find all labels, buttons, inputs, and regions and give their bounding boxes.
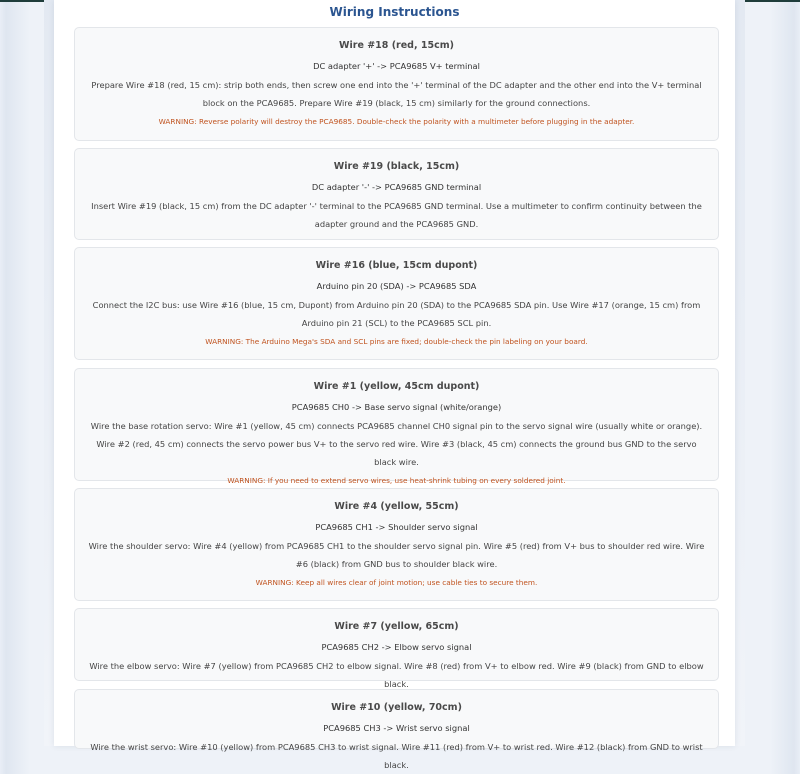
content-panel (54, 0, 735, 770)
card-title: Wire #16 (blue, 15cm dupont) (315, 260, 478, 271)
card-description: Prepare Wire #18 (red, 15 cm): strip both ends, then screw one end into the '+' terminal of the DC adapter and the other end into the V+ terminal block on the PCA9685. Prepare Wire #19 (black, 15 cm) similarly for the ground connections. (91, 80, 702, 108)
wiring-card-wire-16 (74, 247, 719, 360)
card-connection: PCA9685 CH2 -> Elbow servo signal (321, 642, 472, 652)
card-title: Wire #7 (yellow, 65cm) (334, 621, 459, 632)
card-connection: PCA9685 CH1 -> Shoulder servo signal (315, 522, 478, 532)
card-description: Wire the wrist servo: Wire #10 (yellow) from PCA9685 CH3 to wrist signal. Wire #11 (red) from V+ to wrist red. Wire #12 (black) from GND to wrist black. (90, 742, 703, 770)
card-description: Wire the shoulder servo: Wire #4 (yellow) from PCA9685 CH1 to the shoulder servo signal pin. Wire #5 (red) from V+ bus to shoulder red wire. Wire #6 (black) from GND bus to shoulder black wire. (88, 541, 705, 569)
card-warning: WARNING: Reverse polarity will destroy the PCA9685. Double-check the polarity with a multimeter before plugging in the adapter. (158, 117, 635, 126)
card-title: Wire #19 (black, 15cm) (333, 161, 460, 172)
wiring-card-wire-18 (74, 27, 719, 141)
wiring-card-wire-7 (74, 608, 719, 689)
card-warning: WARNING: Keep all wires clear of joint motion; use cable ties to secure them. (255, 578, 538, 587)
card-connection: PCA9685 CH3 -> Wrist servo signal (323, 723, 470, 733)
card-title: Wire #18 (red, 15cm) (339, 40, 454, 51)
right-gutter (735, 0, 745, 746)
wiring-card-wire-19 (74, 148, 719, 240)
card-warning: WARNING: If you need to extend servo wires, use heat-shrink tubing on every soldered joint. (227, 476, 566, 485)
left-gutter (44, 0, 54, 746)
wiring-card-wire-1 (74, 368, 719, 485)
page-title: Wiring Instructions (329, 5, 460, 19)
card-title: Wire #10 (yellow, 70cm) (331, 702, 462, 713)
card-description: Wire the elbow servo: Wire #7 (yellow) from PCA9685 CH2 to elbow signal. Wire #8 (red) from V+ to elbow red. Wire #9 (black) from GND to elbow black. (89, 661, 704, 689)
card-description: Wire the base rotation servo: Wire #1 (yellow, 45 cm) connects PCA9685 channel CH0 signal pin to the servo signal wire (usually white or orange). Wire #2 (red, 45 cm) connects the servo power bus V+ to the servo red wire. Wire #3 (black, 45 cm) connects the ground bus GND to the servo black wire. (90, 421, 703, 467)
card-warning: WARNING: The Arduino Mega's SDA and SCL pins are fixed; double-check the pin labeling on your board. (205, 337, 588, 346)
card-description: Connect the I2C bus: use Wire #16 (blue, 15 cm, Dupont) from Arduino pin 20 (SDA) to the PCA9685 SDA pin. Use Wire #17 (orange, 15 cm) from Arduino pin 21 (SCL) to the PCA9685 SCL pin. (92, 300, 701, 328)
card-connection: DC adapter '+' -> PCA9685 V+ terminal (313, 61, 480, 71)
card-connection: Arduino pin 20 (SDA) -> PCA9685 SDA (316, 281, 477, 291)
card-description: Insert Wire #19 (black, 15 cm) from the DC adapter '-' terminal to the PCA9685 GND terminal. Use a multimeter to confirm continuity between the adapter ground and the PCA9685 GND. (91, 201, 702, 229)
wiring-card-wire-10 (74, 689, 719, 770)
card-connection: DC adapter '-' -> PCA9685 GND terminal (311, 182, 482, 192)
card-title: Wire #1 (yellow, 45cm dupont) (313, 381, 480, 392)
card-connection: PCA9685 CH0 -> Base servo signal (white/orange) (291, 402, 502, 412)
wiring-card-wire-4 (74, 488, 719, 601)
card-title: Wire #4 (yellow, 55cm) (334, 501, 459, 512)
